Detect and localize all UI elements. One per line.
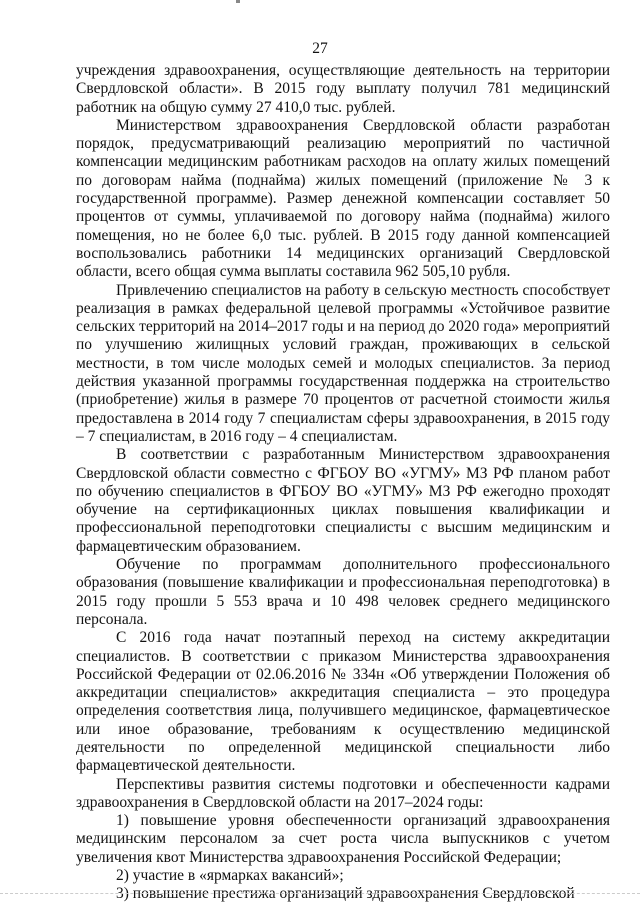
document-body xyxy=(76,62,610,904)
paragraph-housing-compensation: Министерством здравоохранения Свердловской области разработан порядок, предусматривающий реализацию мероприятий по частичной компенсации медицинским работникам расходов на оплату жилых помещений по договорам найма (поднайма) жилых помещений (приложение № 3 к государственной программе). Размер денежной компенсации составляет 50 процентов от суммы, уплачиваемой по договору найма (поднайма) жилого помещения, но не более 6,0 тыс. рублей. В 2015 году данной компенсацией воспользовались работники 14 медицинских организаций Свердловской области, всего общая сумма выплаты составила 962 505,10 рубля. xyxy=(76,116,610,281)
list-item-2: 2) участие в «ярмарках вакансий»; xyxy=(116,867,344,885)
paragraph-training-plan: В соответствии с разработанным Министерством здравоохранения Свердловской области совместно с ФГБОУ ВО «УГМУ» МЗ РФ планом работ по обучению специалистов в ФГБОУ ВО «УГМУ» МЗ РФ ежегодно проходят обучение на сертификационных циклах повышения квалификации и профессиональной переподготовки специалисты с высшим медицинским и фармацевтическим образованием. xyxy=(76,446,610,555)
list-item-1: 1) повышение уровня обеспеченности организаций здравоохранения медицинским персоналом за счет роста числа выпускников с учетом увеличения квот Министерства здравоохранения Российской Федерации; xyxy=(76,812,610,866)
paragraph-accreditation: С 2016 года начат поэтапный переход на систему аккредитации специалистов. В соответствии с приказом Министерства здравоохранения Российской Федерации от 02.06.2016 № 334н «Об утверждении Положения об аккредитации специалистов» аккредитация специалиста – это процедура определения соответствия лица, получившего медицинское, фармацевтическое или иное образование, требованиям к осуществлению медицинской деятельности по определенной медицинской специальности либо фармацевтической деятельности. xyxy=(76,629,610,775)
paragraph-perspectives: Перспективы развития системы подготовки и обеспеченности кадрами здравоохранения в Свердловской области на 2017–2024 годы: xyxy=(76,775,610,811)
list-item-3: 3) повышение престижа организаций здравоохранения Свердловской xyxy=(116,885,575,903)
paragraph-continuation: учреждения здравоохранения, осуществляющие деятельность на территории Свердловской области». В 2015 году выплату получил 781 медицинский работник на общую сумму 27 410,0 тыс. рублей. xyxy=(76,62,610,116)
paragraph-rural-specialists: Привлечению специалистов на работу в сельскую местность способствует реализация в рамках федеральной целевой программы «Устойчивое развитие сельских территорий на 2014–2017 годы и на период до 2020 года» мероприятий по улучшению жилищных условий граждан, проживающих в сельской местности, в том числе молодых семей и молодых специалистов. За период действия указанной программы государственная поддержка на строительство (приобретение) жилья в размере 70 процентов от расчетной стоимости жилья предоставлена в 2014 году 7 специалистам сферы здравоохранения, в 2015 году – 7 специалистам, в 2016 году – 4 специалистам. xyxy=(76,281,610,445)
paragraph-additional-education: Обучение по программам дополнительного профессионального образования (повышение квалификации и профессиональная переподготовка) в 2015 году прошли 5 553 врача и 10 498 человек среднего медицинского персонала. xyxy=(76,556,610,628)
scan-edge-line xyxy=(0,893,640,894)
page-number: 27 xyxy=(312,40,328,57)
scan-mark xyxy=(236,0,240,3)
